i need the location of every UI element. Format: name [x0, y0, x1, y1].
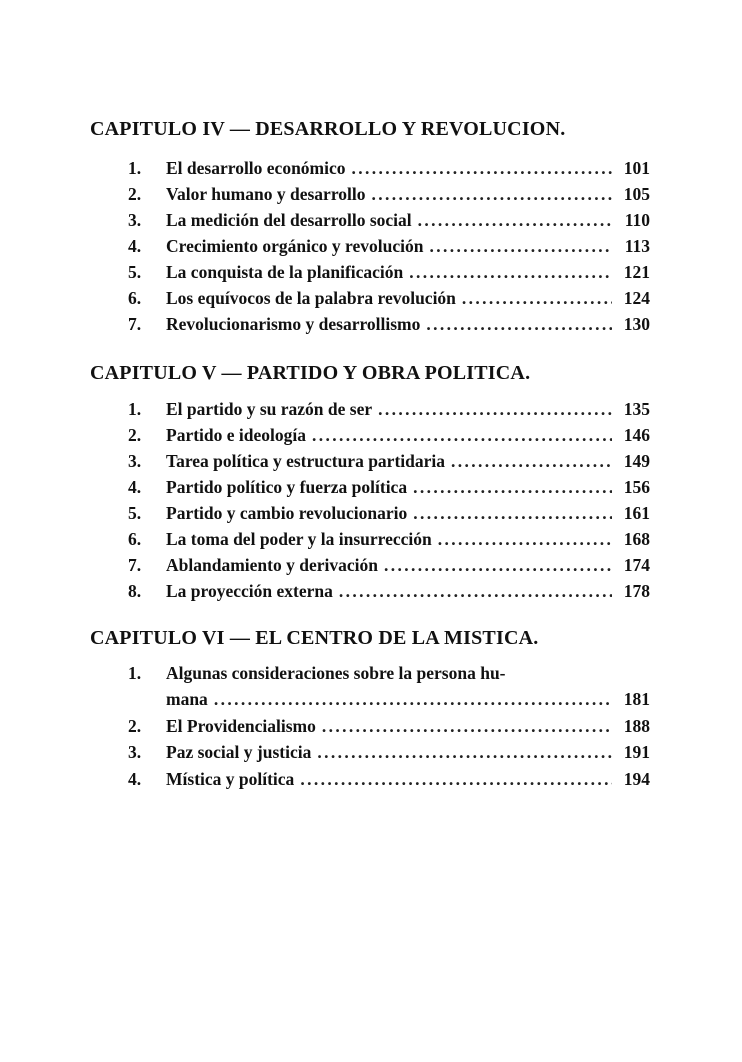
entry-number: 6. [128, 529, 142, 549]
entry-title: Partido y cambio revolucionario [166, 503, 408, 523]
toc-entry [128, 422, 650, 448]
entry-title-continuation: mana [166, 689, 208, 709]
chapter-heading: CAPITULO IV — DESARROLLO Y REVOLUCION. [90, 118, 566, 140]
entry-page-number: 149 [623, 451, 650, 471]
entry-title: Mística y política [166, 769, 295, 789]
dot-leader [413, 500, 612, 526]
dot-leader [378, 396, 612, 422]
entry-page-number: 113 [624, 236, 650, 256]
toc-entry [128, 448, 650, 474]
entry-page-number: 191 [623, 742, 650, 762]
dot-leader [300, 766, 612, 792]
entry-title: Partido político y fuerza política [166, 477, 408, 497]
entry-title: Algunas consideraciones sobre la persona hu- [166, 663, 506, 683]
toc-entry [128, 396, 650, 422]
dot-leader [426, 311, 612, 337]
toc-entry [128, 739, 650, 765]
entry-title: Tarea política y estructura partidaria [166, 451, 446, 471]
toc-entry [128, 259, 650, 285]
entry-page-number: 168 [623, 529, 650, 549]
entry-number: 7. [128, 314, 142, 334]
entry-number: 3. [128, 742, 142, 762]
dot-leader [312, 422, 612, 448]
entry-number: 1. [128, 399, 142, 419]
dot-leader [438, 526, 612, 552]
entry-title: La toma del poder y la insurrección [166, 529, 432, 549]
toc-entry [128, 311, 650, 337]
toc-entry [128, 233, 650, 259]
dot-leader [214, 686, 612, 712]
entry-number: 5. [128, 262, 142, 282]
entry-number: 2. [128, 716, 142, 736]
entry-number: 3. [128, 210, 142, 230]
entry-title: La proyección externa [166, 581, 333, 601]
dot-leader [372, 181, 613, 207]
entry-page-number: 146 [623, 425, 650, 445]
entry-page-number: 178 [623, 581, 650, 601]
dot-leader [413, 474, 612, 500]
toc-entry [128, 500, 650, 526]
chapter-heading: CAPITULO V — PARTIDO Y OBRA POLITICA. [90, 362, 531, 384]
entry-number: 4. [128, 769, 142, 789]
entry-number: 3. [128, 451, 142, 471]
toc-entry [128, 578, 650, 604]
dot-leader [462, 285, 612, 311]
toc-entry [128, 285, 650, 311]
dot-leader [384, 552, 612, 578]
entry-title: La conquista de la planificación [166, 262, 404, 282]
entry-title: Ablandamiento y derivación [166, 555, 378, 575]
entry-number: 7. [128, 555, 142, 575]
entry-number: 1. [128, 663, 142, 683]
entry-page-number: 121 [623, 262, 650, 282]
toc-entry [128, 526, 650, 552]
entry-page-number: 188 [623, 716, 650, 736]
entry-page-number: 156 [623, 477, 650, 497]
entry-title: El partido y su razón de ser [166, 399, 373, 419]
dot-leader [409, 259, 612, 285]
dot-leader [451, 448, 612, 474]
toc-entry [128, 155, 650, 181]
dot-leader [322, 713, 612, 739]
entry-page-number: 194 [623, 769, 650, 789]
entry-number: 1. [128, 158, 142, 178]
entry-title: Crecimiento orgánico y revolución [166, 236, 424, 256]
dot-leader [352, 155, 612, 181]
entry-page-number: 101 [623, 158, 650, 178]
entry-number: 6. [128, 288, 142, 308]
toc-entry [128, 552, 650, 578]
entry-title: Partido e ideología [166, 425, 306, 445]
entry-title: La medición del desarrollo social [166, 210, 412, 230]
entry-number: 8. [128, 581, 142, 601]
dot-leader [317, 739, 612, 765]
entry-title: Los equívocos de la palabra revolución [166, 288, 456, 308]
toc-entry [128, 713, 650, 739]
entry-page-number: 124 [623, 288, 650, 308]
entry-number: 4. [128, 236, 142, 256]
dot-leader [429, 233, 612, 259]
entry-page-number: 174 [623, 555, 650, 575]
toc-entry [128, 660, 650, 686]
toc-entry [128, 181, 650, 207]
toc-entry-continuation [166, 686, 650, 712]
entry-title: Paz social y justicia [166, 742, 312, 762]
entry-page-number: 161 [623, 503, 650, 523]
entry-page-number: 130 [623, 314, 650, 334]
chapter-heading: CAPITULO VI — EL CENTRO DE LA MISTICA. [90, 627, 539, 649]
dot-leader [339, 578, 612, 604]
entry-title: Valor humano y desarrollo [166, 184, 366, 204]
dot-leader [418, 207, 612, 233]
toc-entry [128, 474, 650, 500]
toc-entry [128, 766, 650, 792]
entry-page-number: 110 [624, 210, 650, 230]
entry-page-number: 105 [623, 184, 650, 204]
entry-number: 4. [128, 477, 142, 497]
entry-page-number: 135 [623, 399, 650, 419]
entry-title: El Providencialismo [166, 716, 316, 736]
entry-number: 2. [128, 184, 142, 204]
entry-title: El desarrollo económico [166, 158, 346, 178]
entry-page-number: 181 [623, 689, 650, 709]
entry-title: Revolucionarismo y desarrollismo [166, 314, 421, 334]
toc-entry [128, 207, 650, 233]
entry-number: 5. [128, 503, 142, 523]
entry-number: 2. [128, 425, 142, 445]
